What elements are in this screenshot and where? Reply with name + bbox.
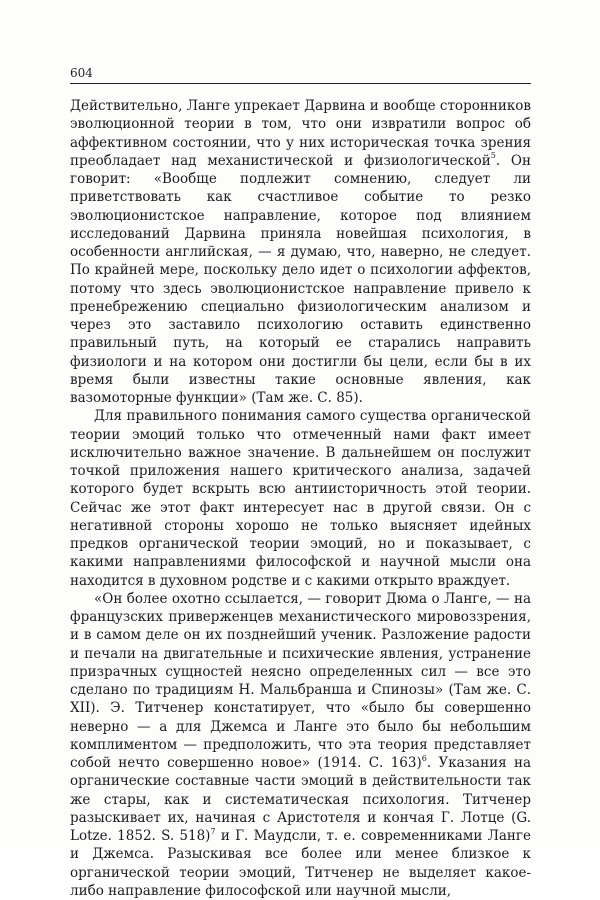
paragraph [70,590,531,900]
paragraph [70,407,531,590]
page-number: 604 [70,66,93,80]
footnote-marker[interactable]: 6 [421,753,427,763]
text-run: «Он более охотно ссылается, — говорит Дюма о Ланге, — на французских приверженцев механистического мировоззрения, и в самом деле он их позднейший ученик. Разложение радости и печали на двигательные и психические явления, устранение призрачных сущностей неясно определенных сил — все это сделано по традициям Н. Мальбранша и Спинозы» (Там же. С. XII). Э. Титченер констатирует, что «было бы совершенно неверно — а для Джемса и Ланге это было бы небольшим комплиментом — предположить, что эта теория представляет собой нечто совершенно новое» (1914. С. 163) [70,590,531,771]
text-run: Для правильного понимания самого существа органической теории эмоций только что отмеченный нами факт имеет исключительно важное значение. В дальнейшем он послужит точкой приложения нашего критического анализа, задачей которого будет вскрыть всю антиисторичность этой теории. Сейчас же этот факт интересует нас в другой связи. Он с негативной стороны хорошо не только выясняет идейных предков органической теории эмоций, но и показывает, с какими направлениями философской и научной мысли она находится в духовном родстве и с какими открыто враждует. [70,408,531,589]
footnote-marker[interactable]: 5 [490,151,496,161]
text-run: Действительно, Ланге упрекает Дарвина и вообще сторонников эволюционной теории в том, что они извратили вопрос об аффективном состоянии, что у них историческая точка зрения преобладает над механистической и физиологической [70,98,531,169]
paragraph [70,97,531,407]
text-run: и Г. Маудсли, т. е. современниками Ланге и Джемса. Разыскивая все более или менее близкое к органической теории эмоций, Титченер не выделяет какое-либо направление философской или научной мысли, [70,828,531,899]
body-text [70,97,531,900]
header-rule [70,83,531,84]
text-run: . Он говорит: «Вообще подлежит сомнению, следует ли приветствовать как счастливое событие то резко эволюционистское направление, которое под влиянием исследований Дарвина приняла новейшая психология, в особенности английская, — я думаю, что, наверно, не следует. По крайней мере, поскольку дело идет о психологии аффектов, потому что здесь эволюционистское направление привело к пренебрежению специально физиологическим анализом и через это заставило психологию оставить единственно правильный путь, на который ее старались направить физиологи и на котором они достигли бы цели, если бы в их время были известны такие основные явления, как вазомоторные функции» (Там же. С. 85). [70,152,531,406]
footnote-marker[interactable]: 7 [210,826,216,836]
text-run: . Указания на органические составные части эмоций в действительности так же стары, как и систематическая психология. Титченер разыскивает их, начиная с Аристотеля и кончая Г. Лотце (G. Lotze. 1852. S. 518) [70,755,532,844]
